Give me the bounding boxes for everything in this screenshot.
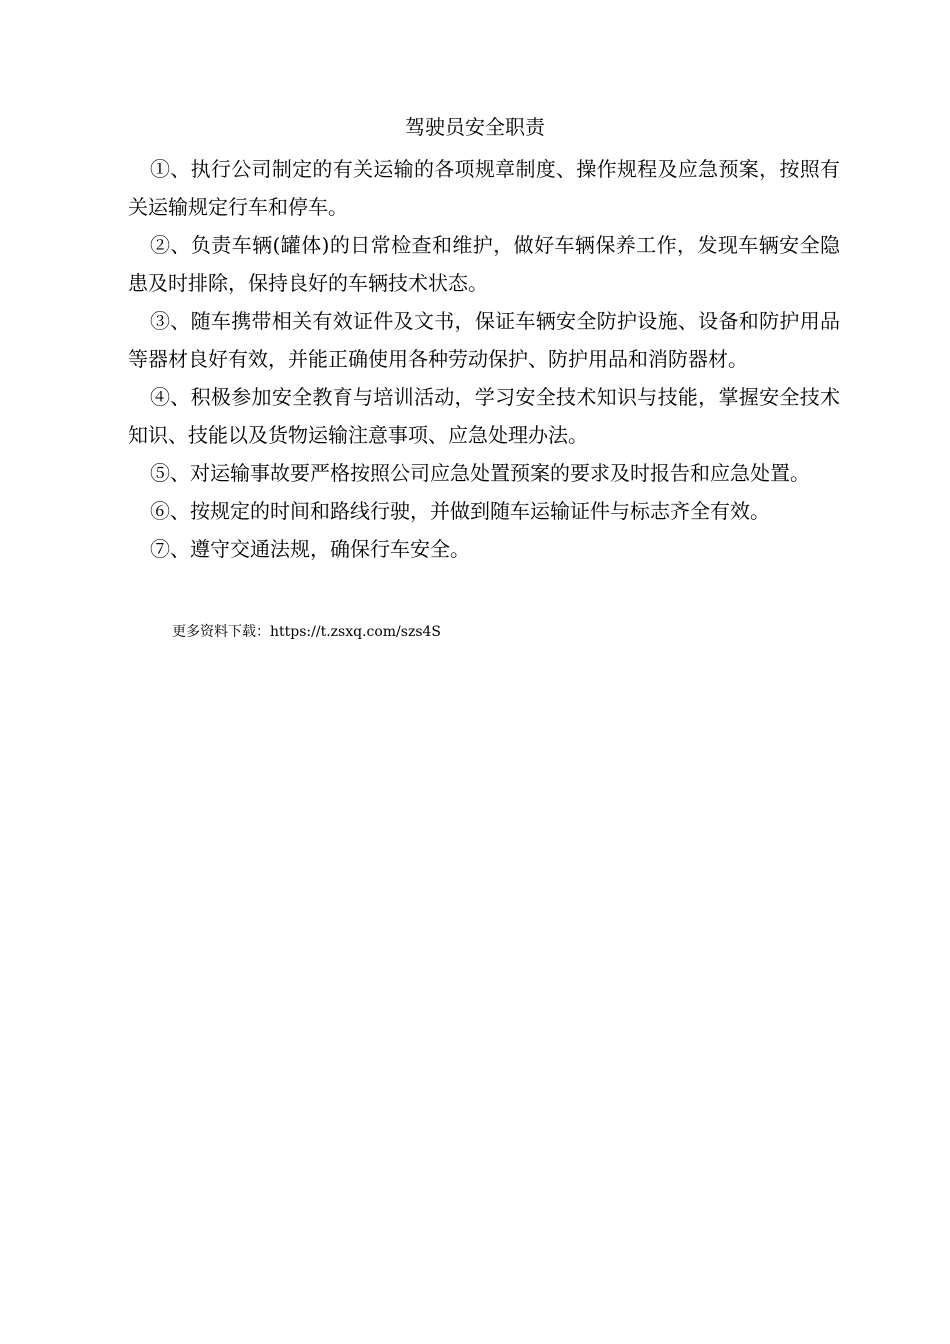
download-footer-link[interactable]: 更多资料下载：https://t.zsxq.com/szs4S [172,624,442,640]
duty-item-4: ④、积极参加安全教育与培训活动，学习安全技术知识与技能，掌握安全技术知识、技能以及货物运输注意事项、应急处理办法。 [128,385,840,447]
duty-item-2: ②、负责车辆(罐体)的日常检查和维护，做好车辆保养工作，发现车辆安全隐患及时排除，保持良好的车辆技术状态。 [128,233,840,295]
duty-item-1: ①、执行公司制定的有关运输的各项规章制度、操作规程及应急预案，按照有关运输规定行车和停车。 [128,157,840,219]
document-title: 驾驶员安全职责 [405,115,545,139]
duty-item-3: ③、随车携带相关有效证件及文书，保证车辆安全防护设施、设备和防护用品等器材良好有效，并能正确使用各种劳动保护、防护用品和消防器材。 [128,309,840,371]
duty-item-6: ⑥、按规定的时间和路线行驶，并做到随车运输证件与标志齐全有效。 [150,499,770,523]
duty-list [128,150,840,568]
duty-item-7: ⑦、遵守交通法规，确保行车安全。 [150,537,470,561]
duty-item-5: ⑤、对运输事故要严格按照公司应急处置预案的要求及时报告和应急处置。 [150,461,810,485]
